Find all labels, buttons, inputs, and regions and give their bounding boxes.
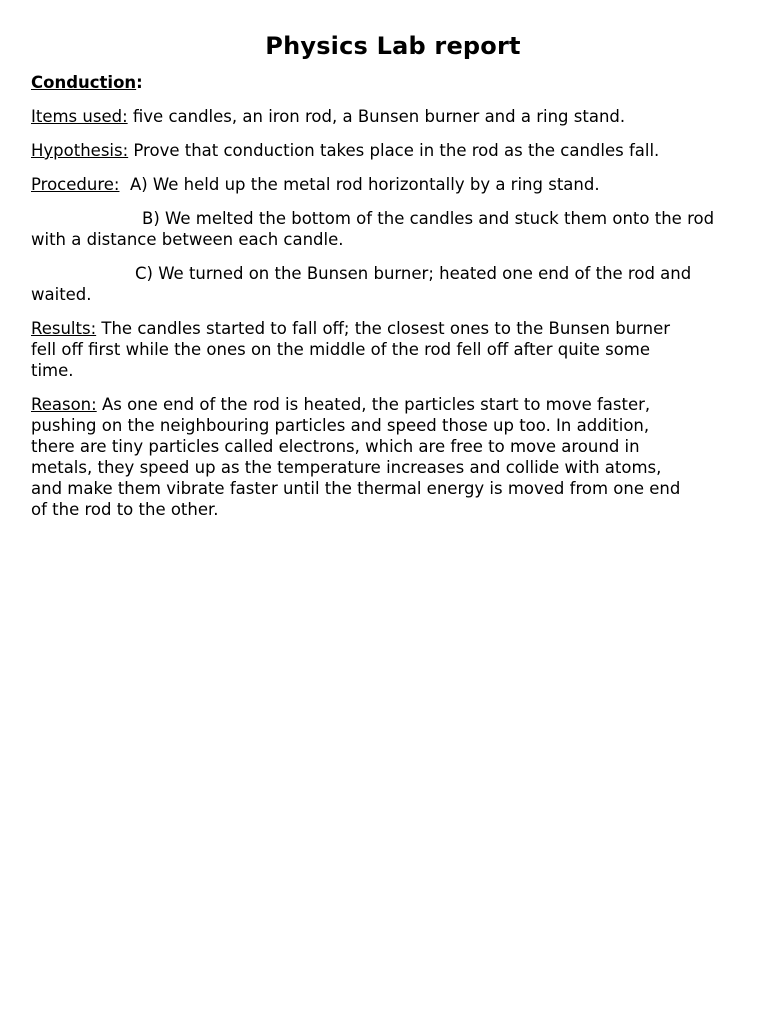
procedure-step-c (31, 263, 755, 305)
procedure-step-a-text: A) We held up the metal rod horizontally by a ring stand. (119, 175, 600, 194)
results-line2: fell off first while the ones on the middle of the rod fell off after quite some (31, 340, 651, 359)
procedure-step-c-line2: waited. (31, 285, 92, 304)
reason-line1-text: As one end of the rod is heated, the particles start to move faster, (96, 395, 651, 414)
reason-line4: metals, they speed up as the temperature increases and collide with atoms, (31, 458, 662, 477)
results-line1-text: The candles started to fall off; the closest ones to the Bunsen burner (96, 319, 671, 338)
results-paragraph (31, 318, 755, 381)
procedure-step-c-line1: C) We turned on the Bunsen burner; heated one end of the rod and (135, 264, 692, 283)
section-heading-colon: : (136, 73, 143, 92)
hypothesis-paragraph (31, 140, 755, 161)
procedure-step-b-line1: B) We melted the bottom of the candles and stuck them onto the rod (142, 209, 715, 228)
hypothesis-label: Hypothesis: (31, 141, 129, 160)
reason-line1 (31, 394, 755, 415)
items-used-text: five candles, an iron rod, a Bunsen burner and a ring stand. (127, 107, 626, 126)
items-used-paragraph (31, 106, 755, 127)
results-label: Results: (31, 319, 97, 338)
results-line1 (31, 318, 755, 339)
reason-line2: pushing on the neighbouring particles and speed those up too. In addition, (31, 416, 650, 435)
reason-line5: and make them vibrate faster until the thermal energy is moved from one end (31, 479, 681, 498)
procedure-step-a (31, 174, 755, 195)
procedure-step-b-line2: with a distance between each candle. (31, 230, 344, 249)
results-line3: time. (31, 361, 74, 380)
section-heading (31, 72, 755, 93)
procedure-step-b (31, 208, 755, 250)
document-page (31, 30, 755, 533)
items-used-label: Items used: (31, 107, 128, 126)
page-title: Physics Lab report (265, 32, 521, 60)
reason-label: Reason: (31, 395, 97, 414)
section-heading-label: Conduction (31, 73, 137, 92)
reason-line3: there are tiny particles called electrons, which are free to move around in (31, 437, 640, 456)
hypothesis-text: Prove that conduction takes place in the rod as the candles fall. (128, 141, 660, 160)
procedure-label: Procedure: (31, 175, 120, 194)
reason-paragraph (31, 394, 755, 520)
reason-line6: of the rod to the other. (31, 500, 219, 519)
